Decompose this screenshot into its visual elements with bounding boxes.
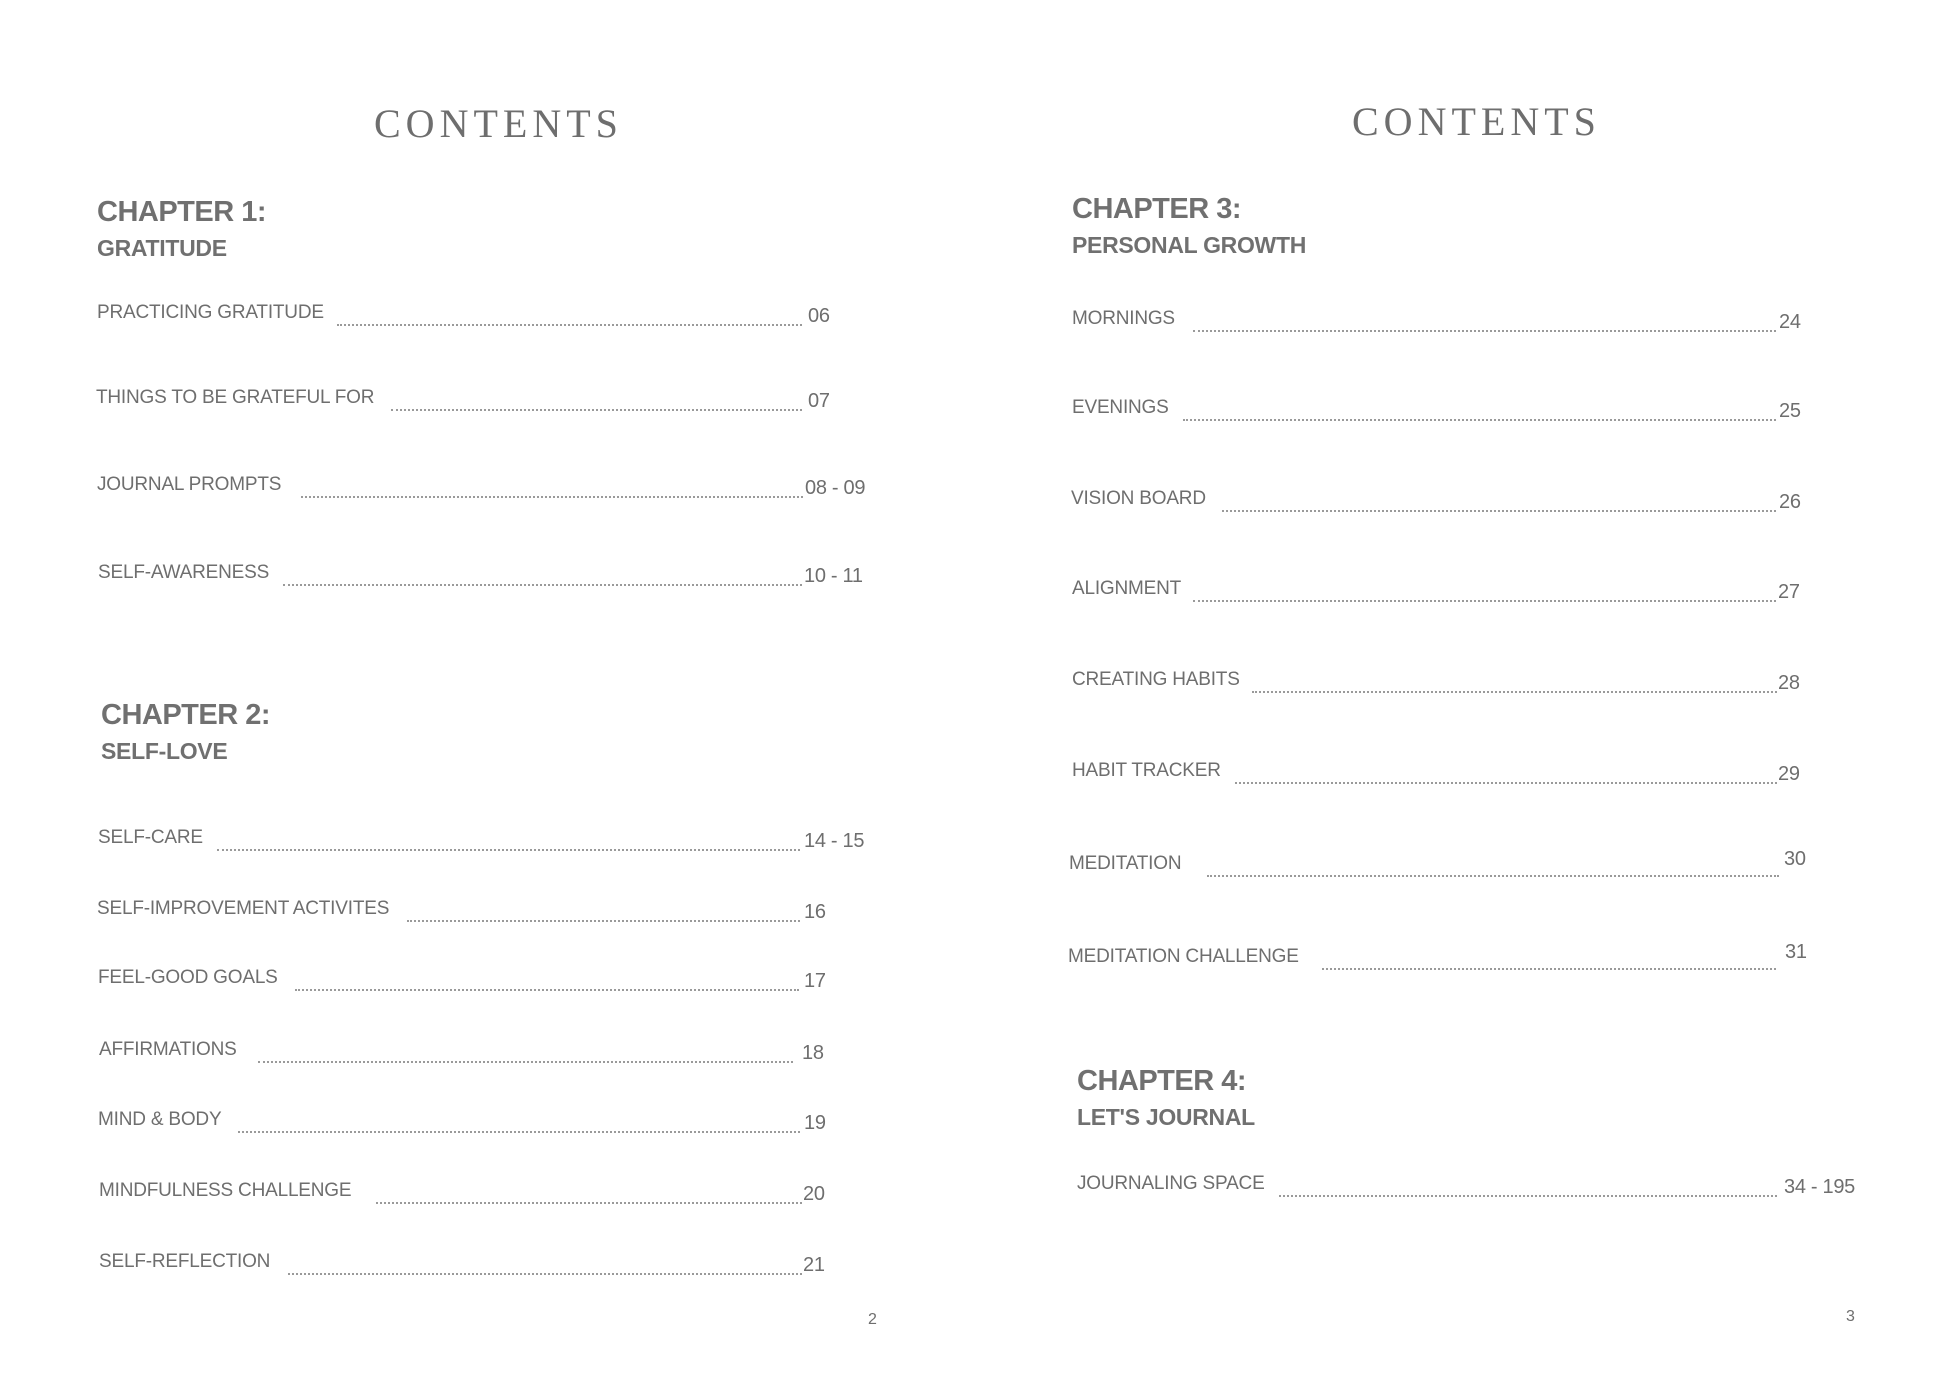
chapter-number: CHAPTER 3: xyxy=(1072,193,1242,225)
toc-entry-label: FEEL-GOOD GOALS xyxy=(98,967,278,988)
toc-entry[interactable] xyxy=(98,556,898,586)
dotted-leader xyxy=(295,989,799,991)
toc-entry-label: MEDITATION xyxy=(1069,853,1182,874)
page-title: CONTENTS xyxy=(1352,99,1601,144)
toc-entry[interactable] xyxy=(1072,754,1892,784)
dotted-leader xyxy=(283,584,802,586)
toc-entry[interactable] xyxy=(1077,1167,1897,1197)
dotted-leader xyxy=(301,496,803,498)
dotted-leader xyxy=(1193,330,1776,332)
toc-entry-label: JOURNALING SPACE xyxy=(1077,1173,1265,1194)
toc-entry-page: 26 xyxy=(1779,491,1801,513)
toc-entry[interactable] xyxy=(98,1103,898,1133)
dotted-leader xyxy=(288,1273,802,1275)
dotted-leader xyxy=(1252,691,1777,693)
toc-entry-page: 17 xyxy=(804,970,826,992)
toc-entry-page: 21 xyxy=(803,1254,825,1276)
toc-entry-page: 20 xyxy=(803,1183,825,1205)
dotted-leader xyxy=(1193,600,1776,602)
dotted-leader xyxy=(407,920,800,922)
toc-entry-label: SELF-IMPROVEMENT ACTIVITES xyxy=(97,898,390,919)
dotted-leader xyxy=(1222,510,1776,512)
toc-entry[interactable] xyxy=(99,1033,899,1063)
toc-entry-page: 10 - 11 xyxy=(804,565,863,587)
toc-entry-label: MEDITATION CHALLENGE xyxy=(1068,946,1299,967)
page-number: 2 xyxy=(868,1311,877,1328)
dotted-leader xyxy=(1207,875,1779,877)
chapter-name: PERSONAL GROWTH xyxy=(1072,232,1307,258)
chapter-4-heading xyxy=(1077,1063,1255,1135)
toc-entry-page: 34 - 195 xyxy=(1784,1176,1855,1198)
toc-entry-page: 19 xyxy=(804,1112,826,1134)
dotted-leader xyxy=(217,849,800,851)
dotted-leader xyxy=(391,409,802,411)
toc-entry-page: 24 xyxy=(1779,311,1801,333)
toc-entry[interactable] xyxy=(98,961,898,991)
toc-entry[interactable] xyxy=(1069,847,1889,877)
toc-entry-label: EVENINGS xyxy=(1072,397,1169,418)
toc-entry-label: SELF-AWARENESS xyxy=(98,562,270,583)
toc-entry-page: 14 - 15 xyxy=(804,830,865,852)
toc-entry[interactable] xyxy=(1072,572,1892,602)
dotted-leader xyxy=(238,1131,800,1133)
toc-entry-label: MORNINGS xyxy=(1072,308,1175,329)
toc-entry-label: MIND & BODY xyxy=(98,1109,222,1130)
toc-entry[interactable] xyxy=(96,381,896,411)
toc-entry-page: 29 xyxy=(1778,763,1800,785)
toc-entry-page: 06 xyxy=(808,305,830,327)
toc-entry-label: SELF-REFLECTION xyxy=(99,1251,271,1272)
chapter-2-heading xyxy=(101,697,270,769)
chapter-name: LET'S JOURNAL xyxy=(1077,1104,1255,1130)
toc-entry-label: AFFIRMATIONS xyxy=(99,1039,237,1060)
toc-entry-page: 16 xyxy=(804,901,826,923)
dotted-leader xyxy=(376,1202,802,1204)
toc-entry-label: CREATING HABITS xyxy=(1072,669,1240,690)
page-number: 3 xyxy=(1846,1308,1855,1325)
dotted-leader xyxy=(1183,419,1776,421)
toc-entry-label: HABIT TRACKER xyxy=(1072,760,1221,781)
chapter-number: CHAPTER 4: xyxy=(1077,1065,1247,1097)
toc-entry[interactable] xyxy=(97,296,897,326)
dotted-leader xyxy=(1322,968,1776,970)
toc-entry[interactable] xyxy=(99,1174,899,1204)
toc-entry-page: 18 xyxy=(802,1042,824,1064)
toc-entry-label: THINGS TO BE GRATEFUL FOR xyxy=(96,387,375,408)
toc-entry[interactable] xyxy=(99,1245,899,1275)
dotted-leader xyxy=(258,1061,793,1063)
toc-entry[interactable] xyxy=(1072,663,1892,693)
toc-entry-page: 31 xyxy=(1785,941,1807,963)
toc-entry[interactable] xyxy=(1068,940,1888,970)
toc-entry-label: JOURNAL PROMPTS xyxy=(97,474,282,495)
dotted-leader xyxy=(1235,782,1777,784)
toc-entry[interactable] xyxy=(1072,302,1892,332)
toc-entry[interactable] xyxy=(98,821,898,851)
toc-entry-page: 30 xyxy=(1784,848,1806,870)
toc-entry[interactable] xyxy=(1071,482,1891,512)
toc-entry-label: ALIGNMENT xyxy=(1072,578,1182,599)
toc-entry[interactable] xyxy=(97,892,897,922)
chapter-1-heading xyxy=(97,194,266,266)
chapter-3-heading xyxy=(1072,191,1306,263)
toc-entry-page: 07 xyxy=(808,390,830,412)
toc-entry-label: SELF-CARE xyxy=(98,827,203,848)
toc-entry-page: 27 xyxy=(1778,581,1800,603)
right-page xyxy=(973,0,1946,1384)
chapter-number: CHAPTER 1: xyxy=(97,196,267,228)
toc-entry-label: PRACTICING GRATITUDE xyxy=(97,302,324,323)
dotted-leader xyxy=(1279,1195,1777,1197)
toc-entry[interactable] xyxy=(97,468,897,498)
toc-entry-page: 28 xyxy=(1778,672,1800,694)
toc-entry-page: 25 xyxy=(1779,400,1801,422)
toc-entry-label: VISION BOARD xyxy=(1071,488,1206,509)
chapter-name: SELF-LOVE xyxy=(101,738,228,764)
dotted-leader xyxy=(337,324,802,326)
toc-entry-page: 08 - 09 xyxy=(805,477,866,499)
chapter-name: GRATITUDE xyxy=(97,235,227,261)
toc-entry-label: MINDFULNESS CHALLENGE xyxy=(99,1180,352,1201)
chapter-number: CHAPTER 2: xyxy=(101,699,271,731)
page-title: CONTENTS xyxy=(374,101,623,146)
toc-entry[interactable] xyxy=(1072,391,1892,421)
